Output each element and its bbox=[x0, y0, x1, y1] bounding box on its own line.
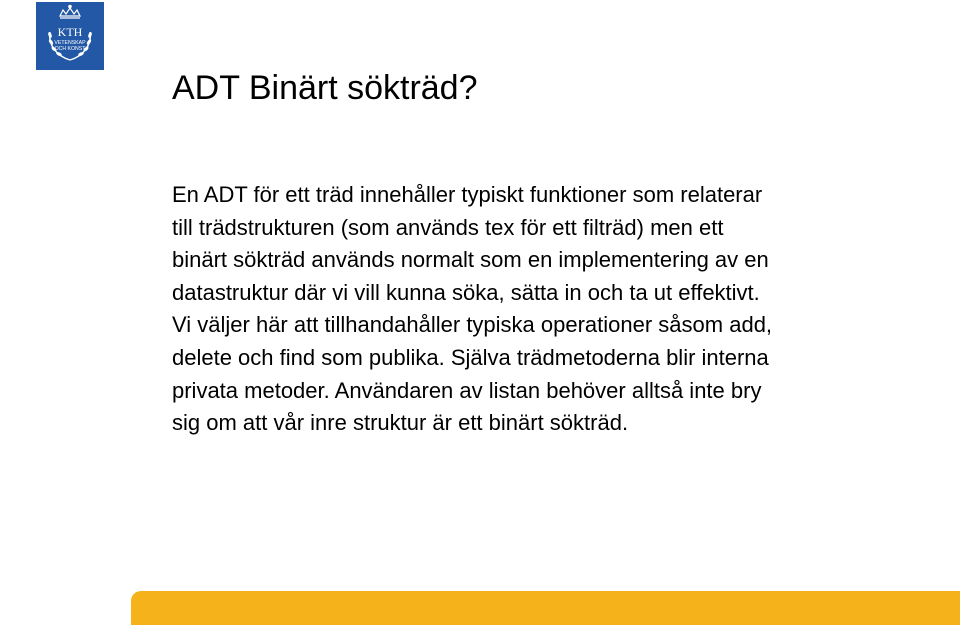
kth-crest-icon bbox=[36, 2, 104, 70]
logo-text-line1: VETENSKAP bbox=[54, 40, 86, 46]
logo-text-line2: OCH KONST bbox=[54, 46, 86, 52]
body-line: binärt sökträd används normalt som en implementering av en bbox=[172, 247, 769, 273]
body-line: delete och find som publika. Själva trädmetoderna blir interna bbox=[172, 344, 769, 370]
footer-accent-bar bbox=[131, 591, 960, 625]
slide-body bbox=[172, 179, 912, 440]
body-line: sig om att vår inre struktur är ett binärt sökträd. bbox=[172, 410, 629, 436]
body-line: privata metoder. Användaren av listan behöver alltså inte bry bbox=[172, 377, 762, 403]
body-line: till trädstrukturen (som används tex för ett filträd) men ett bbox=[172, 214, 724, 240]
slide-title: ADT Binärt sökträd? bbox=[172, 69, 478, 107]
body-line: En ADT för ett träd innehåller typiskt funktioner som relaterar bbox=[172, 182, 763, 207]
logo-text-kth: KTH bbox=[57, 25, 83, 39]
body-line: Vi väljer här att tillhandahåller typiska operationer såsom add, bbox=[172, 312, 773, 338]
kth-logo bbox=[36, 2, 104, 70]
body-line: datastruktur där vi vill kunna söka, sätta in och ta ut effektivt. bbox=[172, 279, 760, 305]
